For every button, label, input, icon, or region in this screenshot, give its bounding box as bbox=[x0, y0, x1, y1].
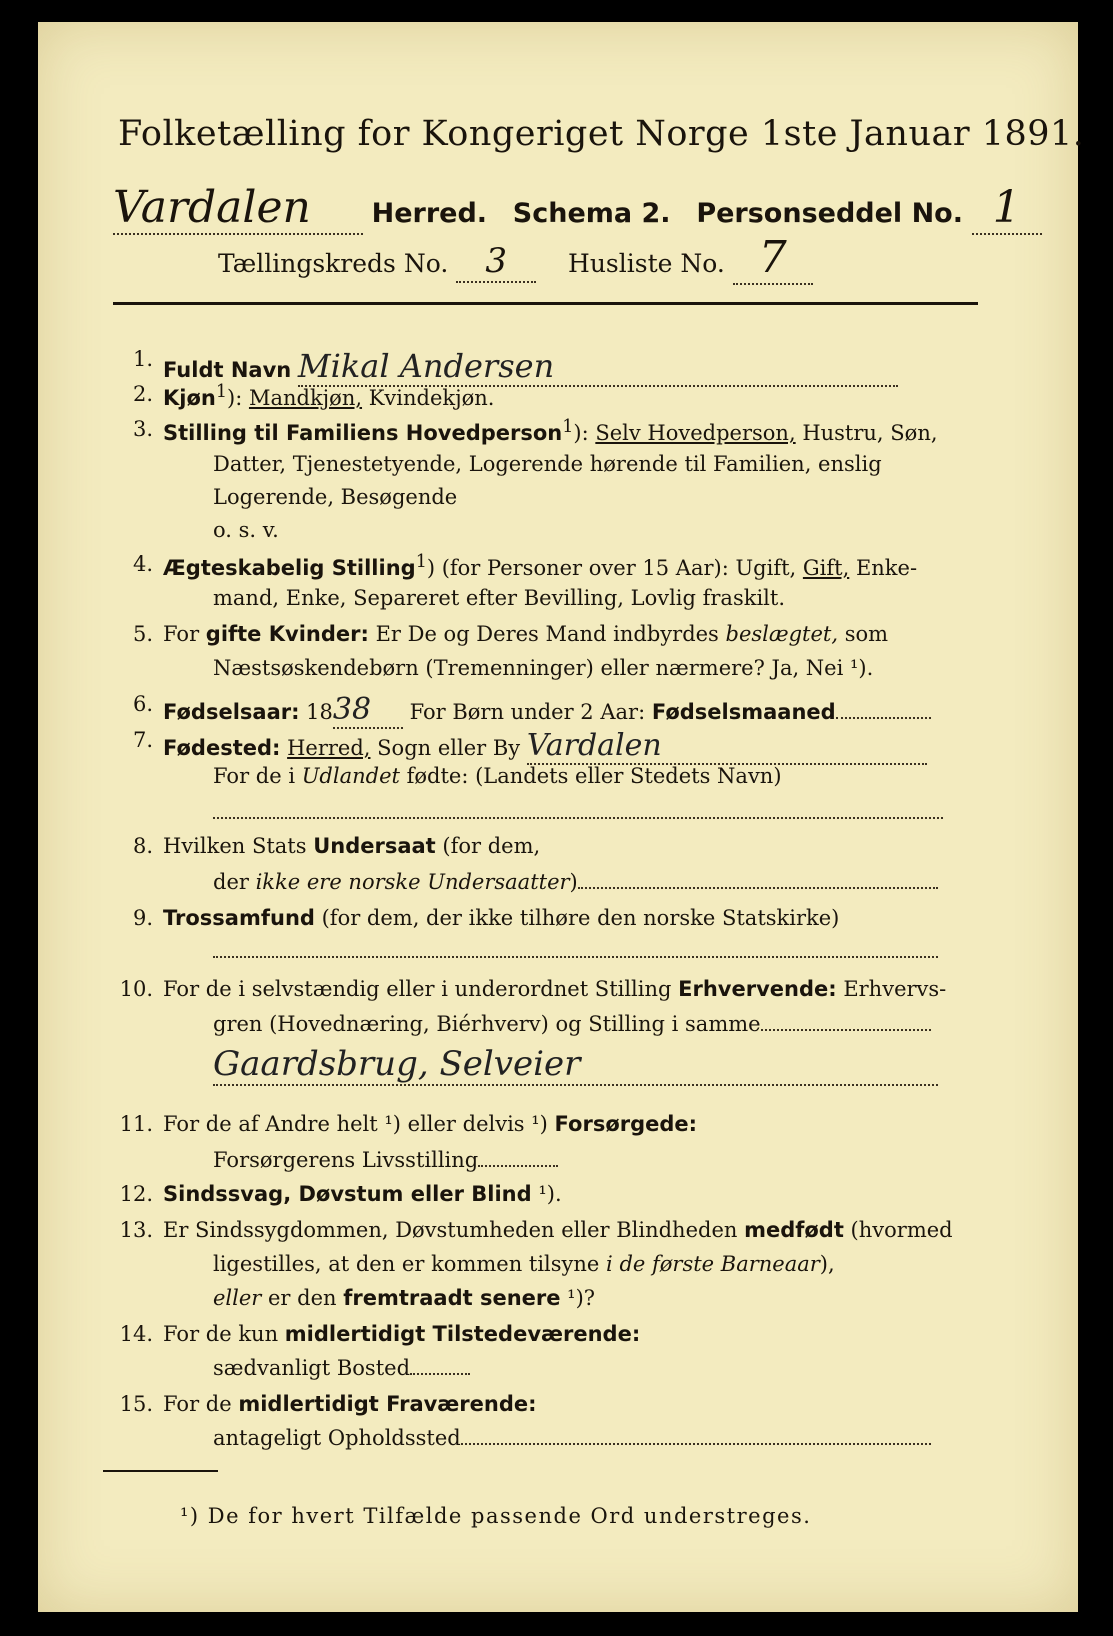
occupation-rest: Erhvervs- bbox=[836, 977, 947, 1001]
congenital-label: medfødt bbox=[744, 1218, 844, 1242]
temp-absent-l2: antageligt Opholdssted bbox=[213, 1426, 461, 1450]
item-number: 11. bbox=[119, 1112, 153, 1136]
family-position-options-1: Hustru, Søn, bbox=[795, 421, 938, 445]
dependents-pre: For de af Andre helt ¹) eller delvis ¹) bbox=[163, 1112, 555, 1136]
birthplace-text: Sogn eller By bbox=[370, 736, 521, 760]
citizenship-l2-italic: ikke ere norske Undersaatter bbox=[255, 870, 570, 894]
marital-status-options-2: mand, Enke, Separeret efter Bevilling, Lovlig fraskilt. bbox=[213, 586, 786, 610]
congenital-l3-rest: ¹)? bbox=[560, 1286, 596, 1310]
temp-present-field bbox=[410, 1373, 470, 1375]
citizenship-l2-rest: ) bbox=[569, 870, 578, 894]
family-position-colon: ): bbox=[573, 421, 596, 445]
item-number: 13. bbox=[119, 1218, 153, 1242]
personseddel-label: Personseddel No. bbox=[696, 198, 963, 229]
birth-year-prefix: 18 bbox=[299, 700, 333, 724]
birthplace-label: Fødested: bbox=[163, 736, 281, 760]
congenital-l3-bold: fremtraadt senere bbox=[343, 1286, 561, 1310]
temp-absent-pre: For de bbox=[163, 1392, 239, 1416]
married-women-line-2: Næstsøskendebørn (Tremenninger) eller nærmere? Ja, Nei ¹). bbox=[213, 656, 874, 680]
religion-label: Trossamfund bbox=[163, 906, 315, 930]
item-married-women bbox=[163, 622, 888, 646]
citizenship-l2-pre: der bbox=[213, 870, 256, 894]
birth-month-field bbox=[836, 717, 931, 719]
temp-absent-line-2 bbox=[213, 1426, 931, 1450]
married-women-pre: For bbox=[163, 622, 206, 646]
footnote-mark: 1 bbox=[415, 552, 427, 572]
option-selv-hovedperson: Selv Hovedperson, bbox=[595, 421, 796, 445]
footnote-mark: 1 bbox=[215, 382, 227, 402]
schema-label: Schema 2. bbox=[512, 198, 671, 229]
footnote-mark: 1 bbox=[562, 417, 574, 437]
occupation-label: Erhvervende: bbox=[678, 977, 837, 1001]
citizenship-label: Undersaat bbox=[313, 834, 436, 858]
item-number: 4. bbox=[132, 552, 153, 576]
item-number: 8. bbox=[132, 834, 153, 858]
marital-status-text: ) (for Personer over 15 Aar): Ugift, bbox=[426, 556, 803, 580]
temp-absent-field bbox=[461, 1443, 931, 1445]
occupation-line-2 bbox=[213, 1012, 931, 1036]
married-women-label: gifte Kvinder: bbox=[205, 622, 369, 646]
citizenship-field bbox=[578, 887, 938, 889]
married-women-text: Er De og Deres Mand indbyrdes bbox=[368, 622, 726, 646]
item-number: 3. bbox=[132, 417, 153, 441]
family-position-options-2: Datter, Tjenestetyende, Logerende hørende til Familien, enslig bbox=[213, 452, 882, 476]
abroad-pre: For de i bbox=[213, 764, 302, 788]
item-number: 1. bbox=[132, 347, 153, 371]
birth-year-label: Fødselsaar: bbox=[163, 700, 300, 724]
item-full-name bbox=[163, 347, 898, 387]
marital-status-rest: Enke- bbox=[849, 556, 918, 580]
temp-absent-label: midlertidigt Fraværende: bbox=[238, 1392, 537, 1416]
congenital-rest: (hvormed bbox=[843, 1218, 953, 1242]
congenital-pre: Er Sindssygdommen, Døvstumheden eller Blindheden bbox=[163, 1218, 745, 1242]
item-number: 2. bbox=[132, 382, 153, 406]
kreds-label: Tællingskreds No. bbox=[218, 249, 449, 278]
occupation-l2: gren (Hovednæring, Biérhverv) og Stilling i samme bbox=[213, 1012, 761, 1036]
item-marital-status bbox=[163, 552, 917, 580]
item-number: 6. bbox=[132, 692, 153, 716]
item-birthplace bbox=[163, 728, 927, 765]
birth-year-value: 38 bbox=[333, 692, 403, 729]
full-name-value: Mikal Andersen bbox=[298, 347, 898, 387]
dependents-line-2 bbox=[213, 1148, 558, 1172]
item-gender bbox=[163, 382, 494, 410]
footnote: ¹) De for hvert Tilfælde passende Ord understreges. bbox=[180, 1504, 812, 1528]
birth-month-label: Fødselsmaaned bbox=[651, 700, 836, 724]
item-number: 5. bbox=[132, 622, 153, 646]
marital-status-label: Ægteskabelig Stilling bbox=[163, 556, 416, 580]
form-title: Folketælling for Kongeriget Norge 1ste Januar 1891. bbox=[118, 114, 1085, 154]
item-dependents bbox=[163, 1112, 697, 1136]
gender-option-female: Kvindekjøn. bbox=[362, 386, 495, 410]
temp-present-line-2 bbox=[213, 1356, 470, 1380]
birth-month-text: For Børn under 2 Aar: bbox=[402, 700, 652, 724]
temp-present-label: midlertidigt Tilstedeværende: bbox=[284, 1322, 641, 1346]
occupation-value: Gaardsbrug, Selveier bbox=[213, 1044, 938, 1086]
gender-label: Kjøn bbox=[163, 386, 216, 410]
item-temporary-absent bbox=[163, 1392, 537, 1416]
herred-handwritten: Vardalen bbox=[113, 182, 363, 235]
religion-field bbox=[213, 936, 938, 958]
occupation-pre: For de i selvstændig eller i underordnet Stilling bbox=[163, 977, 679, 1001]
option-gift: Gift, bbox=[802, 556, 850, 580]
disability-label: Sindssvag, Døvstum eller Blind bbox=[163, 1182, 532, 1206]
congenital-l3-italic: eller bbox=[213, 1286, 262, 1310]
religion-text: (for dem, der ikke tilhøre den norske Statskirke) bbox=[314, 906, 840, 930]
family-position-options-4: o. s. v. bbox=[213, 518, 279, 542]
item-religion bbox=[163, 906, 839, 930]
option-herred: Herred, bbox=[287, 736, 371, 760]
citizenship-pre: Hvilken Stats bbox=[163, 834, 314, 858]
married-women-rest: som bbox=[838, 622, 889, 646]
item-occupation bbox=[163, 977, 946, 1001]
header-line-herred bbox=[113, 182, 1021, 235]
citizenship-text: (for dem, bbox=[435, 834, 541, 858]
husliste-number: 7 bbox=[733, 232, 813, 285]
temp-present-l2: sædvanligt Bosted bbox=[213, 1356, 411, 1380]
abroad-italic: Udlandet bbox=[301, 764, 400, 788]
gender-option-male: Mandkjøn, bbox=[248, 386, 363, 410]
congenital-l2-pre: ligestilles, at den er kommen tilsyne bbox=[213, 1252, 607, 1276]
occupation-l2-field bbox=[761, 1029, 931, 1031]
dependents-l2: Forsørgerens Livsstilling bbox=[213, 1148, 479, 1172]
item-family-position bbox=[163, 417, 938, 445]
temp-present-pre: For de kun bbox=[163, 1322, 285, 1346]
full-name-label: Fuldt Navn bbox=[163, 358, 292, 382]
congenital-l2-rest: ), bbox=[819, 1252, 835, 1276]
item-citizenship bbox=[163, 834, 540, 858]
birthplace-abroad-field bbox=[213, 797, 943, 819]
census-form-page bbox=[38, 22, 1085, 1612]
item-number: 10. bbox=[119, 977, 153, 1001]
kreds-number: 3 bbox=[456, 241, 536, 283]
item-number: 12. bbox=[119, 1182, 153, 1206]
congenital-l3-pre: er den bbox=[261, 1286, 344, 1310]
family-position-options-3: Logerende, Besøgende bbox=[213, 485, 458, 509]
herred-label: Herred. bbox=[371, 198, 488, 229]
congenital-line-3 bbox=[213, 1286, 595, 1310]
birthplace-value: Vardalen bbox=[527, 728, 927, 765]
congenital-l2-italic: i de første Barneaar bbox=[606, 1252, 820, 1276]
header-rule bbox=[113, 302, 978, 305]
family-position-label: Stilling til Familiens Hovedperson bbox=[163, 421, 563, 445]
dependents-label: Forsørgede: bbox=[554, 1112, 698, 1136]
dependents-field bbox=[478, 1165, 558, 1167]
gender-colon: ): bbox=[227, 386, 249, 410]
congenital-line-2 bbox=[213, 1252, 835, 1276]
item-number: 7. bbox=[132, 728, 153, 752]
header-line-kreds bbox=[218, 232, 978, 285]
husliste-label: Husliste No. bbox=[568, 249, 725, 278]
personseddel-number: 1 bbox=[972, 182, 1042, 235]
abroad-rest: fødte: (Landets eller Stedets Navn) bbox=[399, 764, 782, 788]
item-number: 9. bbox=[132, 906, 153, 930]
occupation-line-3 bbox=[213, 1044, 938, 1086]
footnote-rule bbox=[103, 1470, 218, 1472]
item-number: 14. bbox=[119, 1322, 153, 1346]
item-disability bbox=[163, 1182, 562, 1206]
birthplace-abroad bbox=[213, 764, 782, 788]
item-congenital bbox=[163, 1218, 953, 1242]
item-number: 15. bbox=[119, 1392, 153, 1416]
citizenship-line-2 bbox=[213, 870, 938, 894]
married-women-italic: beslægtet, bbox=[725, 622, 839, 646]
item-birth-year bbox=[163, 692, 931, 729]
item-temporary-present bbox=[163, 1322, 640, 1346]
disability-text: ¹). bbox=[531, 1182, 562, 1206]
